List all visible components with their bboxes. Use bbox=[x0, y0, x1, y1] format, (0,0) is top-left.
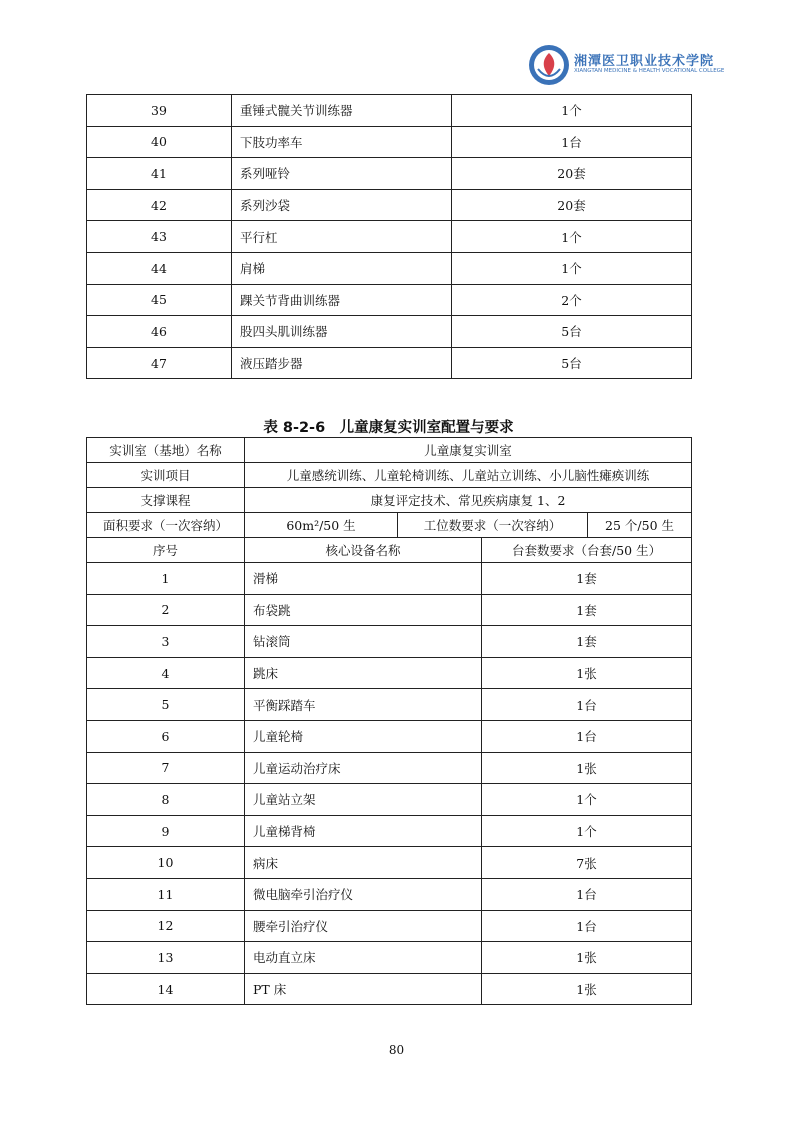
table-row bbox=[87, 689, 692, 721]
equipment-table-continued bbox=[86, 94, 692, 379]
row-number: 5 bbox=[87, 689, 245, 721]
equipment-name: 儿童运动治疗床 bbox=[245, 752, 482, 784]
area-value: 60m²/50 生 bbox=[245, 513, 398, 538]
project-row bbox=[87, 463, 692, 488]
row-number: 45 bbox=[87, 284, 232, 316]
table-row bbox=[87, 252, 692, 284]
area-label: 面积要求（一次容纳） bbox=[87, 513, 245, 538]
table-row bbox=[87, 878, 692, 910]
row-number: 9 bbox=[87, 815, 245, 847]
column-header-row bbox=[87, 538, 692, 563]
equipment-name: 儿童梯背椅 bbox=[245, 815, 482, 847]
course-row bbox=[87, 488, 692, 513]
row-number: 11 bbox=[87, 878, 245, 910]
equipment-name: 系列沙袋 bbox=[232, 189, 452, 221]
table-row bbox=[87, 720, 692, 752]
station-label: 工位数要求（一次容纳） bbox=[398, 513, 588, 538]
equipment-quantity: 1个 bbox=[482, 784, 692, 816]
row-number: 40 bbox=[87, 126, 232, 158]
row-number: 42 bbox=[87, 189, 232, 221]
row-number: 12 bbox=[87, 910, 245, 942]
row-number: 4 bbox=[87, 657, 245, 689]
row-number: 47 bbox=[87, 347, 232, 379]
equipment-quantity: 2个 bbox=[452, 284, 692, 316]
table-row bbox=[87, 626, 692, 658]
row-number: 41 bbox=[87, 158, 232, 190]
table-row bbox=[87, 815, 692, 847]
room-name-row bbox=[87, 438, 692, 463]
table-caption: 表 8-2-6 儿童康复实训室配置与要求 bbox=[263, 420, 514, 436]
equipment-name: 滑梯 bbox=[245, 563, 482, 595]
equipment-quantity: 7张 bbox=[482, 847, 692, 879]
table-row bbox=[87, 973, 692, 1005]
table-row bbox=[87, 158, 692, 190]
equipment-quantity: 20套 bbox=[452, 158, 692, 190]
row-number: 43 bbox=[87, 221, 232, 253]
equipment-quantity: 1套 bbox=[482, 563, 692, 595]
equipment-quantity: 1张 bbox=[482, 973, 692, 1005]
equipment-quantity: 1张 bbox=[482, 752, 692, 784]
equipment-name: 液压踏步器 bbox=[232, 347, 452, 379]
table-row bbox=[87, 942, 692, 974]
table-row bbox=[87, 316, 692, 348]
table-row bbox=[87, 752, 692, 784]
equipment-quantity: 1张 bbox=[482, 657, 692, 689]
college-logo bbox=[528, 44, 725, 88]
row-number: 7 bbox=[87, 752, 245, 784]
equipment-quantity: 1个 bbox=[452, 95, 692, 127]
col-name-header: 核心设备名称 bbox=[245, 538, 482, 563]
row-number: 8 bbox=[87, 784, 245, 816]
children-rehab-room-table bbox=[86, 437, 692, 1005]
table-row bbox=[87, 347, 692, 379]
row-number: 13 bbox=[87, 942, 245, 974]
equipment-name: 下肢功率车 bbox=[232, 126, 452, 158]
equipment-quantity: 5台 bbox=[452, 316, 692, 348]
table-row bbox=[87, 563, 692, 595]
page-number: 80 bbox=[388, 1043, 405, 1057]
table-row bbox=[87, 784, 692, 816]
col-no-header: 序号 bbox=[87, 538, 245, 563]
equipment-name: 跳床 bbox=[245, 657, 482, 689]
equipment-name: 电动直立床 bbox=[245, 942, 482, 974]
table-row bbox=[87, 221, 692, 253]
equipment-name: 微电脑牵引治疗仪 bbox=[245, 878, 482, 910]
equipment-quantity: 20套 bbox=[452, 189, 692, 221]
equipment-name: 股四头肌训练器 bbox=[232, 316, 452, 348]
table-row bbox=[87, 594, 692, 626]
equipment-name: 钻滚筒 bbox=[245, 626, 482, 658]
course-label: 支撑课程 bbox=[87, 488, 245, 513]
equipment-name: 腰牵引治疗仪 bbox=[245, 910, 482, 942]
equipment-name: 踝关节背曲训练器 bbox=[232, 284, 452, 316]
equipment-name: 布袋跳 bbox=[245, 594, 482, 626]
room-name-label: 实训室（基地）名称 bbox=[87, 438, 245, 463]
project-label: 实训项目 bbox=[87, 463, 245, 488]
equipment-quantity: 1套 bbox=[482, 594, 692, 626]
table-row bbox=[87, 189, 692, 221]
equipment-name: 儿童站立架 bbox=[245, 784, 482, 816]
station-value: 25 个/50 生 bbox=[588, 513, 692, 538]
college-emblem-icon bbox=[528, 44, 570, 86]
equipment-quantity: 1台 bbox=[482, 878, 692, 910]
equipment-quantity: 1台 bbox=[482, 910, 692, 942]
equipment-name: 平行杠 bbox=[232, 221, 452, 253]
project-value: 儿童感统训练、儿童轮椅训练、儿童站立训练、小儿脑性瘫痪训练 bbox=[245, 463, 692, 488]
room-name-value: 儿童康复实训室 bbox=[245, 438, 692, 463]
row-number: 46 bbox=[87, 316, 232, 348]
row-number: 3 bbox=[87, 626, 245, 658]
table-row bbox=[87, 284, 692, 316]
equipment-quantity: 1台 bbox=[482, 720, 692, 752]
equipment-name: 系列哑铃 bbox=[232, 158, 452, 190]
equipment-quantity: 1台 bbox=[482, 689, 692, 721]
row-number: 6 bbox=[87, 720, 245, 752]
table-row bbox=[87, 910, 692, 942]
equipment-name: 重锤式髋关节训练器 bbox=[232, 95, 452, 127]
table-row bbox=[87, 847, 692, 879]
row-number: 10 bbox=[87, 847, 245, 879]
logo-english-name: XIANGTAN MEDICINE & HEALTH VOCATIONAL COLLEGE bbox=[574, 68, 725, 74]
equipment-name: PT 床 bbox=[245, 973, 482, 1005]
equipment-quantity: 1套 bbox=[482, 626, 692, 658]
equipment-quantity: 1张 bbox=[482, 942, 692, 974]
row-number: 14 bbox=[87, 973, 245, 1005]
equipment-quantity: 1个 bbox=[452, 221, 692, 253]
row-number: 1 bbox=[87, 563, 245, 595]
equipment-quantity: 5台 bbox=[452, 347, 692, 379]
equipment-name: 肩梯 bbox=[232, 252, 452, 284]
equipment-quantity: 1台 bbox=[452, 126, 692, 158]
table-row bbox=[87, 657, 692, 689]
row-number: 44 bbox=[87, 252, 232, 284]
equipment-quantity: 1个 bbox=[452, 252, 692, 284]
course-value: 康复评定技术、常见疾病康复 1、2 bbox=[245, 488, 692, 513]
col-qty-header: 台套数要求（台套/50 生） bbox=[482, 538, 692, 563]
row-number: 39 bbox=[87, 95, 232, 127]
table-row bbox=[87, 95, 692, 127]
logo-chinese-name: 湘潭医卫职业技术学院 bbox=[574, 54, 715, 69]
area-row bbox=[87, 513, 692, 538]
equipment-quantity: 1个 bbox=[482, 815, 692, 847]
equipment-name: 儿童轮椅 bbox=[245, 720, 482, 752]
row-number: 2 bbox=[87, 594, 245, 626]
equipment-name: 平衡踩踏车 bbox=[245, 689, 482, 721]
table-row bbox=[87, 126, 692, 158]
equipment-name: 病床 bbox=[245, 847, 482, 879]
